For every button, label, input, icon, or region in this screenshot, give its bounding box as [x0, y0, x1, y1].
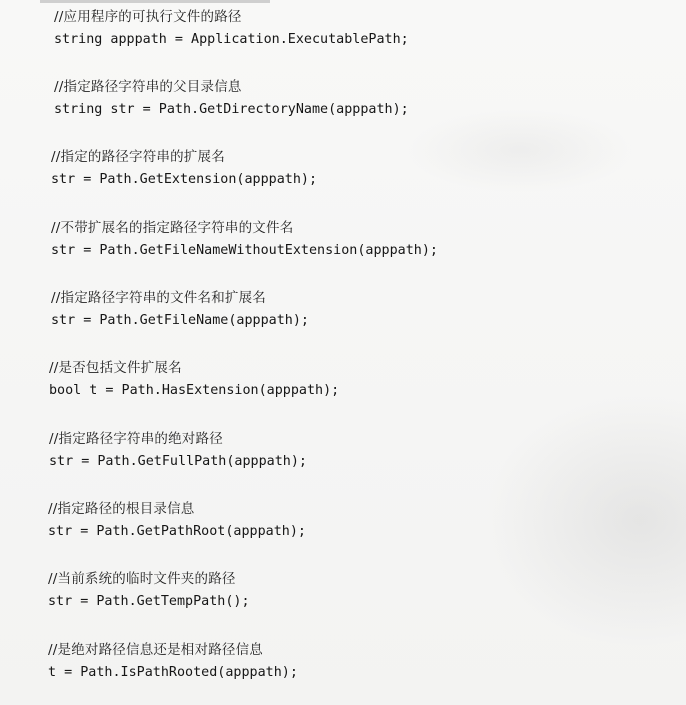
- code-block: [48, 641, 678, 682]
- code-comment: //应用程序的可执行文件的路径: [54, 9, 242, 25]
- code-comment: //不带扩展名的指定路径字符串的文件名: [51, 220, 294, 236]
- code-block: [49, 359, 679, 400]
- code-block: [51, 219, 681, 260]
- code-block: [51, 148, 681, 189]
- code-statement: str = Path.GetFileNameWithoutExtension(apppath);: [51, 243, 438, 258]
- code-comment: //指定的路径字符串的扩展名: [51, 149, 225, 165]
- code-block: [48, 570, 678, 611]
- code-statement: str = Path.GetFullPath(apppath);: [49, 454, 307, 469]
- code-statement: str = Path.GetExtension(apppath);: [51, 172, 318, 187]
- code-statement: str = Path.GetTempPath();: [48, 594, 250, 609]
- code-block: [54, 8, 684, 49]
- code-statement: t = Path.IsPathRooted(apppath);: [48, 665, 298, 680]
- code-block: [54, 78, 684, 119]
- code-statement: bool t = Path.HasExtension(apppath);: [49, 383, 340, 398]
- code-block: [49, 430, 679, 471]
- code-comment: //是绝对路径信息还是相对路径信息: [48, 642, 263, 658]
- code-comment: //当前系统的临时文件夹的路径: [48, 571, 236, 587]
- code-comment: //指定路径字符串的父目录信息: [54, 79, 242, 95]
- top-rule: [40, 0, 270, 3]
- code-comment: //指定路径字符串的文件名和扩展名: [51, 290, 266, 306]
- code-statement: string str = Path.GetDirectoryName(apppath);: [54, 102, 409, 117]
- code-block: [48, 500, 678, 541]
- code-block: [51, 289, 681, 330]
- code-statement: str = Path.GetFileName(apppath);: [51, 313, 309, 328]
- code-comment: //指定路径字符串的绝对路径: [49, 431, 223, 447]
- code-statement: string apppath = Application.ExecutablePath;: [54, 32, 409, 47]
- code-comment: //是否包括文件扩展名: [49, 360, 182, 376]
- code-comment: //指定路径的根目录信息: [48, 501, 195, 517]
- code-statement: str = Path.GetPathRoot(apppath);: [48, 524, 306, 539]
